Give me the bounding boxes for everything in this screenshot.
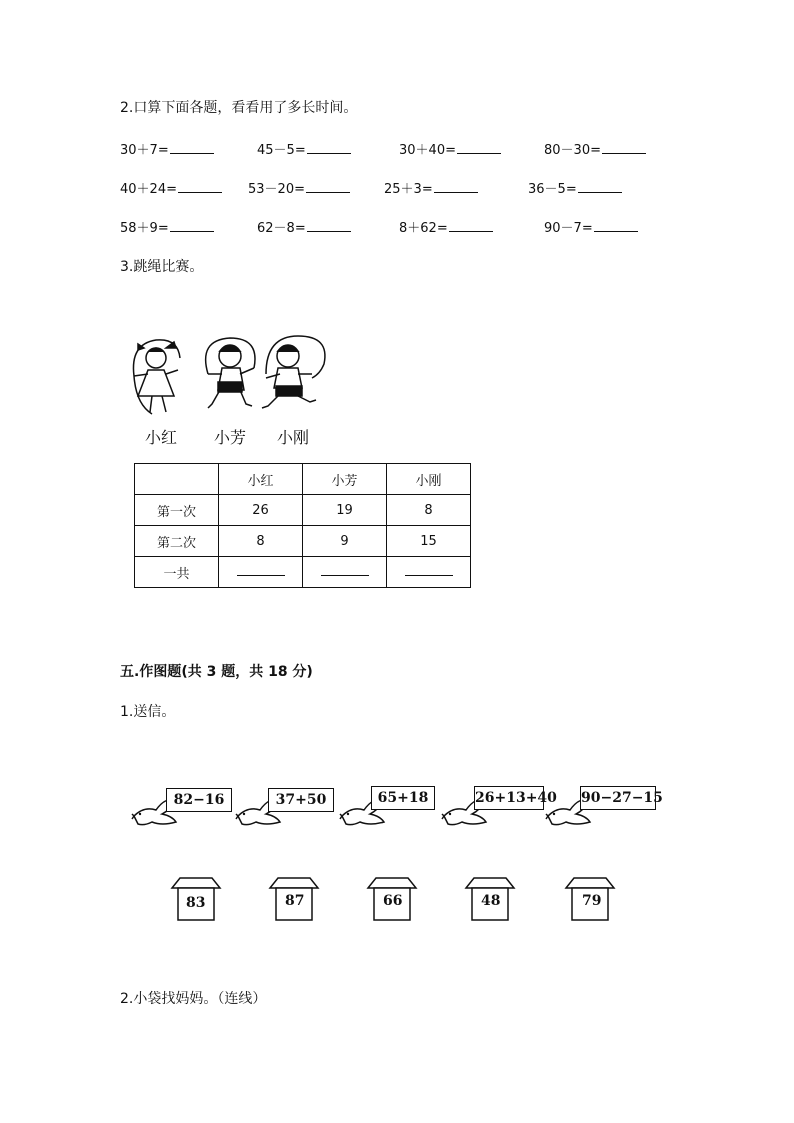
house-number-1[interactable]: 83 xyxy=(186,895,206,911)
q2-expr-0-0: 30＋7= xyxy=(120,139,214,158)
kid-name-xiaogang: 小刚 xyxy=(277,428,310,447)
q2-expr-2-3: 90－7= xyxy=(544,217,638,236)
answer-blank[interactable] xyxy=(307,141,351,154)
q2-expr-0-1: 45－5= xyxy=(257,139,351,158)
kids-jumping-rope-illustration xyxy=(126,334,336,418)
envelope-2[interactable]: 37+50 xyxy=(268,788,334,812)
answer-blank[interactable] xyxy=(170,141,214,154)
envelope-4[interactable]: 26+13+40 xyxy=(474,786,544,810)
answer-blank[interactable] xyxy=(449,219,493,232)
house-number-3[interactable]: 66 xyxy=(383,893,403,909)
answer-blank[interactable] xyxy=(307,219,351,232)
boy-xiaogang-figure xyxy=(262,336,325,408)
table-corner-cell xyxy=(135,464,219,495)
answer-blank[interactable] xyxy=(457,141,501,154)
table-cell: 8 xyxy=(219,526,303,557)
table-row-total xyxy=(135,557,471,588)
q2-expr-1-0: 40＋24= xyxy=(120,178,222,197)
q2-expr-1-3: 36－5= xyxy=(528,178,622,197)
q2-expr-0-3: 80－30= xyxy=(544,139,646,158)
girl-xiaofang-figure xyxy=(206,338,255,408)
table-row xyxy=(135,495,471,526)
total-answer-cell[interactable] xyxy=(303,557,387,588)
envelope-1[interactable]: 82−16 xyxy=(166,788,232,812)
table-cell: 9 xyxy=(303,526,387,557)
q3-title: 3.跳绳比赛。 xyxy=(120,259,204,275)
envelope-5[interactable]: 90−27−15 xyxy=(580,786,656,810)
q2-expr-1-2: 25＋3= xyxy=(384,178,478,197)
table-cell: 26 xyxy=(219,495,303,526)
answer-blank[interactable] xyxy=(306,180,350,193)
table-cell: 15 xyxy=(387,526,471,557)
table-row xyxy=(135,526,471,557)
q2-title: 2.口算下面各题，看看用了多长时间。 xyxy=(120,100,358,116)
kid-name-xiaohong: 小红 xyxy=(145,428,178,447)
answer-blank[interactable] xyxy=(178,180,222,193)
answer-blank[interactable] xyxy=(434,180,478,193)
answer-blank[interactable] xyxy=(578,180,622,193)
girl-xiaohong-figure xyxy=(133,340,180,414)
answer-blank[interactable] xyxy=(237,565,285,576)
table-header-cell: 小刚 xyxy=(387,464,471,495)
answer-blank[interactable] xyxy=(321,565,369,576)
q2-expr-1-1: 53－20= xyxy=(248,178,350,197)
total-answer-cell[interactable] xyxy=(387,557,471,588)
house-number-4[interactable]: 48 xyxy=(481,893,501,909)
answer-blank[interactable] xyxy=(170,219,214,232)
envelope-3[interactable]: 65+18 xyxy=(371,786,435,810)
q2-expr-0-2: 30＋40= xyxy=(399,139,501,158)
section5-title: 五.作图题(共 3 题，共 18 分) xyxy=(120,664,313,680)
answer-blank[interactable] xyxy=(594,219,638,232)
jump-rope-table xyxy=(134,463,471,588)
answer-blank[interactable] xyxy=(602,141,646,154)
table-header-cell: 小红 xyxy=(219,464,303,495)
table-header-cell: 小芳 xyxy=(303,464,387,495)
table-cell: 8 xyxy=(387,495,471,526)
row-label: 第二次 xyxy=(135,526,219,557)
row-label: 一共 xyxy=(135,557,219,588)
total-answer-cell[interactable] xyxy=(219,557,303,588)
row-label: 第一次 xyxy=(135,495,219,526)
answer-blank[interactable] xyxy=(405,565,453,576)
p2-title: 2.小袋找妈妈。（连线） xyxy=(120,991,267,1007)
table-cell: 19 xyxy=(303,495,387,526)
house-number-2[interactable]: 87 xyxy=(285,893,305,909)
q2-expr-2-2: 8＋62= xyxy=(399,217,493,236)
q2-expr-2-0: 58＋9= xyxy=(120,217,214,236)
kid-name-xiaofang: 小芳 xyxy=(214,428,247,447)
house-number-5[interactable]: 79 xyxy=(582,893,602,909)
p1-title: 1.送信。 xyxy=(120,704,176,720)
q2-expr-2-1: 62－8= xyxy=(257,217,351,236)
table-header-row xyxy=(135,464,471,495)
